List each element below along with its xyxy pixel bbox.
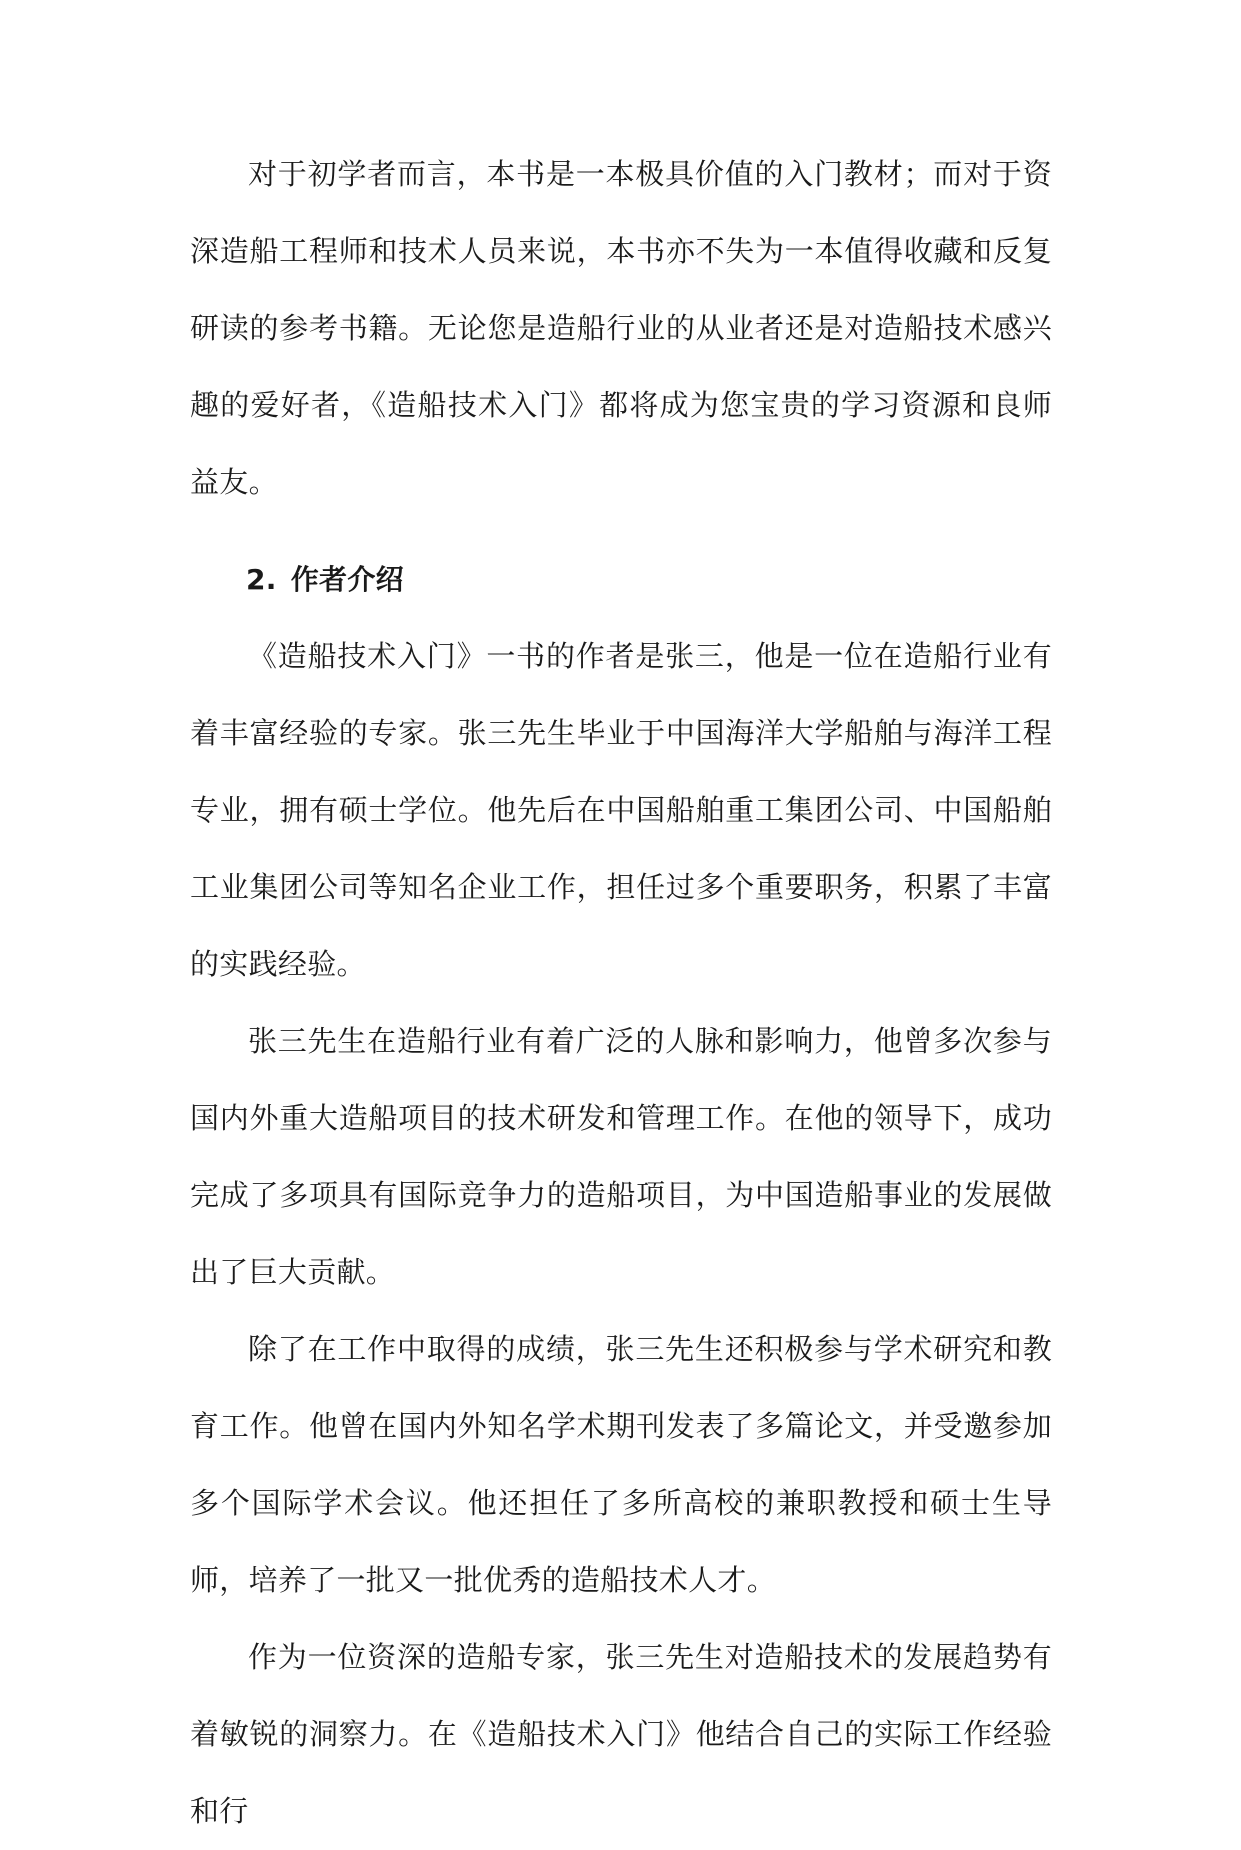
section-title: 作者介绍 bbox=[290, 563, 404, 596]
paragraph-author-influence: 张三先生在造船行业有着广泛的人脉和影响力，他曾多次参与国内外重大造船项目的技术研发和管理工作。在他的领导下，成功完成了多项具有国际竞争力的造船项目，为中国造船事业的发展做出了巨大贡献。 bbox=[190, 1024, 1052, 1289]
paragraph-intro-value: 对于初学者而言，本书是一本极具价值的入门教材；而对于资深造船工程师和技术人员来说，本书亦不失为一本值得收藏和反复研读的参考书籍。无论您是造船行业的从业者还是对造船技术感兴趣的爱好者，《造船技术入门》都将成为您宝贵的学习资源和良师益友。 bbox=[190, 157, 1052, 499]
document-body bbox=[190, 136, 1052, 1850]
section-number: 2. bbox=[246, 563, 277, 596]
paragraph-author-background: 《造船技术入门》一书的作者是张三，他是一位在造船行业有着丰富经验的专家。张三先生毕业于中国海洋大学船舶与海洋工程专业，拥有硕士学位。他先后在中国船舶重工集团公司、中国船舶工业集团公司等知名企业工作，担任过多个重要职务，积累了丰富的实践经验。 bbox=[190, 639, 1052, 981]
paragraph-author-insight: 作为一位资深的造船专家，张三先生对造船技术的发展趋势有着敏锐的洞察力。在《造船技术入门》他结合自己的实际工作经验和行 bbox=[190, 1640, 1052, 1828]
paragraph-author-academic: 除了在工作中取得的成绩，张三先生还积极参与学术研究和教育工作。他曾在国内外知名学术期刊发表了多篇论文，并受邀参加多个国际学术会议。他还担任了多所高校的兼职教授和硕士生导师，培养了一批又一批优秀的造船技术人才。 bbox=[190, 1332, 1052, 1597]
section-heading bbox=[190, 541, 1052, 618]
